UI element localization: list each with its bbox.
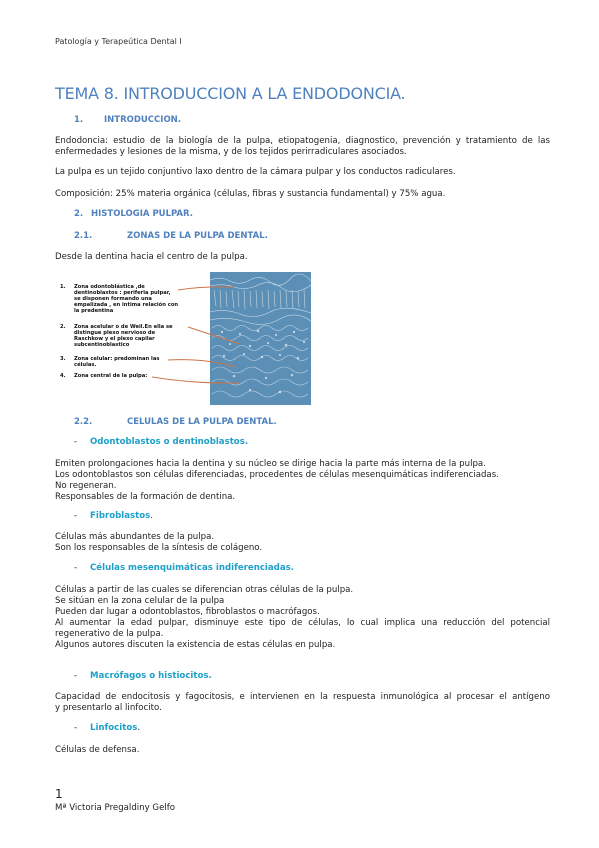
bullet-dash: - [74,437,78,447]
odontoblastos-text [55,459,550,503]
zone-line: se disponen formando una [74,296,152,303]
section-2-heading: HISTOLOGIA PULPAR. [91,209,193,219]
zone-line: dentinoblastos : periferia pulpar, [74,290,171,297]
section-1-heading: INTRODUCCION. [104,115,182,125]
section-2-1-heading: ZONAS DE LA PULPA DENTAL. [127,231,268,241]
text-line: enfermedades y lesiones de la misma, y de los tejidos perirradiculares asociados. [55,147,407,157]
zone-line: Zona odontoblástica ,de [74,284,145,290]
mesenquimaticas-text-justified [55,618,550,629]
cell-type-label: Células mesenquimáticas indiferenciadas. [90,563,295,573]
bullet-dash: - [74,563,78,573]
section-2-number: 2. [74,209,84,219]
pulp-description [55,167,550,178]
zone-line: células. [74,362,97,369]
zone-line: empalizada , en intima relación con [74,302,179,309]
zone-number: 4. [60,373,66,379]
text-line: Desde la dentina hacia el centro de la pulpa. [55,252,248,262]
text-line: Los odontoblastos son células diferenciadas, procedentes de células mesenquimáticas indiferenciadas. [55,470,499,480]
cell-type-label: Linfocitos. [90,723,141,733]
text-line: Endodoncia: estudio de la biología de la pulpa, etiopatogenia, diagnostico, prevención y tratamiento de las [55,136,550,146]
zone-line: la predentina [74,308,114,315]
zone-line: Zona central de la pulpa: [74,373,148,379]
mesenquimaticas-text-end [55,629,550,651]
text-line: Son los responsables de la síntesis de colágeno. [55,543,263,553]
linfocitos-text [55,745,550,756]
section-2-2-heading: CELULAS DE LA PULPA DENTAL. [127,417,277,427]
zone-number: 1. [60,284,66,290]
text-line: Células de defensa. [55,745,140,755]
endodoncia-definition [55,136,550,147]
running-header: Patología y Terapeútica Dental I [55,37,182,46]
zone-line: distingue plexo nervioso de [74,330,156,337]
text-line: Responsables de la formación de dentina. [55,492,236,502]
zone-line: Raschkow y el plexo capilar [74,336,155,343]
text-line: Composición: 25% materia orgánica (células, fibras y sustancia fundamental) y 75% agua. [55,189,446,199]
macrofagos-text [55,692,550,703]
fibroblastos-text [55,532,550,554]
section-1-number: 1. [74,115,84,125]
page-title: TEMA 8. INTRODUCCION A LA ENDODONCIA. [55,84,406,103]
composition-text [55,189,550,200]
cell-type-label: Fibroblastos. [90,511,153,521]
cell-type-label: Odontoblastos o dentinoblastos. [90,437,249,447]
section-2-2-number: 2.2. [74,417,93,427]
text-line: regenerativo de la pulpa. [55,629,164,639]
text-line: Capacidad de endocitosis y fagocitosis, e intervienen en la respuesta inmunológica al procesar el antígeno [55,692,550,702]
zone-number: 3. [60,356,66,362]
pulp-histology-image [210,272,311,405]
text-line: Algunos autores discuten la existencia de estas células en pulpa. [55,640,336,650]
bullet-dash: - [74,723,78,733]
bullet-dash: - [74,671,78,681]
cell-type-label: Macrófagos o histiocitos. [90,671,212,681]
macrofagos-text-end [55,703,550,714]
mesenquimaticas-text [55,585,550,618]
zone-line: subcentinoblastico [74,342,130,349]
zones-lead [55,252,550,263]
zone-line: Zona acelular o de Weil.En ella se [74,324,173,330]
text-line: Células a partir de las cuales se diferencian otras células de la pulpa. [55,585,354,595]
zone-line: Zona celular: predominan las [74,356,160,362]
author-name: Mª Victoria Pregaldiny Gelfo [55,803,176,813]
text-line: Células más abundantes de la pulpa. [55,532,215,542]
bullet-dash: - [74,511,78,521]
endodoncia-definition-cont [55,147,550,158]
zone-number: 2. [60,324,66,330]
text-line: La pulpa es un tejido conjuntivo laxo dentro de la cámara pulpar y los conductos radiculares. [55,167,456,177]
page-number: 1 [55,787,63,801]
text-line: Pueden dar lugar a odontoblastos, fibroblastos o macrófagos. [55,607,320,617]
section-2-1-number: 2.1. [74,231,93,241]
text-line: No regeneran. [55,481,117,491]
text-line: y presentarlo al linfocito. [55,703,162,713]
text-line: Emiten prolongaciones hacia la dentina y su núcleo se dirige hacia la parte más interna de la pulpa. [55,459,486,469]
histology-drawing [210,272,311,405]
text-line: Al aumentar la edad pulpar, disminuye este tipo de células, lo cual implica una reducción del potencial [55,618,550,628]
text-line: Se sitúan en la zona celular de la pulpa [55,596,225,606]
